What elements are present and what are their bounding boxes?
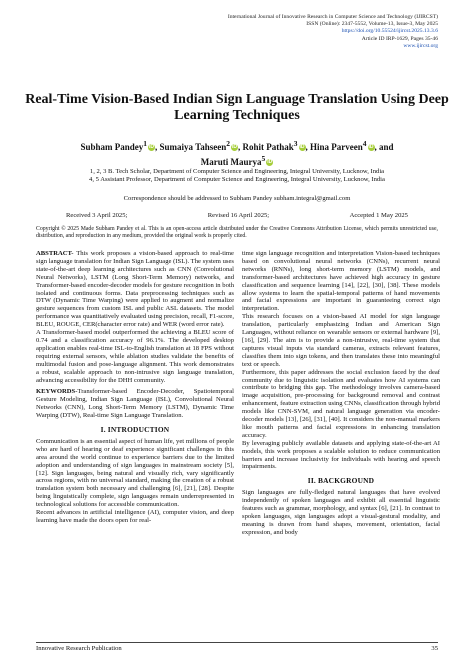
author-name: Rohit Pathak bbox=[242, 142, 294, 152]
article-id: Article ID IRP-1629, Pages 35-46 bbox=[361, 35, 438, 42]
left-column bbox=[36, 250, 234, 525]
body-paragraph: Furthermore, this paper addresses the social exclusion faced by the deaf community due to linguistic isolation and evaluates how AI systems can contribute to bridging this gap. The methodology involves camera-based image acquisition, pre-processing for background removal and contrast enhancement, feature extraction using CNNs, classification through hybrid models like CNN-SVM, and natural language generation via encoder-decoder models [13], [26], [31], [40]. It considers the non-manual markers like mouth patterns and facial expressions in enhancing translation accuracy. bbox=[242, 368, 440, 439]
accepted-date: Accepted 1 May 2025 bbox=[349, 212, 408, 219]
orcid-icon[interactable]: iD bbox=[267, 159, 273, 165]
article-dates bbox=[36, 212, 438, 219]
author-name: Sumaiya Tahseen bbox=[159, 142, 227, 152]
body-paragraph: This research focuses on a vision-based AI model for sign language translation, particularly emphasizing Indian and American Sign Languages, without reliance on wearable sensors or external hardware [9], [16], [29]. The aim is to provide a non-intrusive, real-time system that captures visual inputs via standard cameras, extracts relevant features, classifies them into sign tokens, and then translates these into meaningful text or speech. bbox=[242, 313, 440, 368]
revised-date: Revised 16 April 2025; bbox=[207, 212, 270, 219]
copyright-notice: Copyright © 2025 Made Subham Pandey et al. This is an open-access article distributed under the Creative Commons Attribution License, which permits unrestricted use, distribution, and reproduction in any medium, provided the original work is properly cited. bbox=[36, 226, 438, 239]
paper-title: Real-Time Vision-Based Indian Sign Language Translation Using Deep Learning Techniques bbox=[25, 92, 449, 123]
affiliation-2: 4, 5 Assistant Professor, Department of Computer Science and Engineering, Integral University, Lucknow, India bbox=[89, 176, 385, 184]
author-name: Subham Pandey bbox=[80, 142, 144, 152]
doi-link[interactable]: https://doi.org/10.55524/ijircst.2025.13.3.6 bbox=[341, 28, 438, 35]
orcid-icon[interactable]: iD bbox=[368, 144, 374, 150]
author-name: Maruti Maurya bbox=[200, 157, 262, 167]
page-footer bbox=[36, 642, 438, 652]
affiliation-1: 1, 2, 3 B. Tech Scholar, Department of Computer Science and Engineering, Integral University, Lucknow, India bbox=[89, 168, 385, 175]
orcid-icon[interactable]: iD bbox=[232, 144, 238, 150]
journal-name: International Journal of Innovative Research in Computer Science and Technology (IJIRCST) bbox=[227, 14, 438, 20]
keywords-label: KEYWORDS- bbox=[36, 388, 78, 396]
correspondence: Correspondence should be addressed to Subham Pandey subham.integral@gmail.com bbox=[123, 195, 351, 202]
journal-logo bbox=[36, 22, 80, 36]
orcid-icon[interactable]: iD bbox=[299, 144, 305, 150]
section-heading-background: II. BACKGROUND bbox=[307, 476, 375, 486]
website-link[interactable]: www.ijircst.org bbox=[403, 42, 438, 49]
publisher-name: Innovative Research Publication bbox=[36, 645, 122, 652]
abstract-paragraph-2: A Transformer-based model outperformed the achieving a BLEU score of 0.74 and a classification accuracy of 96.1%. The developed desktop application enables real-time ISL-to-English translation at 18 FPS without requiring external sensors, while ablation studies validate the benefits of multimodal fusion and pose-language alignment. This work demonstrates a robust, scalable approach to non-intrusive sign language translation, advancing accessibility for the DHH community. bbox=[36, 329, 234, 384]
abstract-label: ABSTRACT- bbox=[36, 250, 74, 257]
intro-paragraph: Communication is an essential aspect of human life, yet millions of people who are hard of hearing or deaf experience significant challenges in this area around the world continue to experience barriers due to the limited adoption and understanding of sign languages in mainstream society [5], [12]. Sign languages, being natural and visually rich, vary significantly across regions, with no universal standard, making the creation of a robust translation system both necessary and challenging [6], [21], [28]. Despite being linguistically complete, sign languages remain underrepresented in technological solutions for accessible communication. bbox=[36, 437, 234, 509]
section-heading-introduction: I. INTRODUCTION bbox=[100, 425, 170, 435]
received-date: Received 3 April 2025; bbox=[66, 212, 128, 219]
body-paragraph: By leveraging publicly available datasets and applying state-of-the-art AI models, this work proposes a scalable solution to reduce communication barriers and increase inclusivity for individuals with hearing and speech impairments. bbox=[242, 439, 440, 471]
orcid-icon[interactable]: iD bbox=[148, 144, 154, 150]
abstract-text: This work proposes a vision-based approach to real-time sign language translation for Indian Sign Language (ISL). The system uses state-of-the-art deep learning architectures such as CNN (Convolutional Neural Networks), LSTM (Long Short-Term Memory) networks, and Transformer-based encoder-decoder models for gesture recognition in both isolated and continuous forms. Data preprocessing techniques such as DTW (Dynamic Time Warping) were applied to augment and normalize gesture sequences from custom ISL and public ASL datasets. The model performance was quantitatively evaluated using precision, recall, F1-score, BLEU, ROUGE, CER(character error rate) and WER (word error rate). bbox=[36, 250, 234, 329]
keywords bbox=[36, 388, 234, 420]
body-paragraph: time sign language recognition and interpretation Vision-based techniques based on convolutional neural networks (CNNs), recurrent neural networks (RNNs), long short-term memory (LSTM) models, and transformer-based architectures have achieved high accuracy in gesture classification and sequence learning [14], [22], [30], [38]. These models allow systems to learn the spatial-temporal patterns of hand movements and facial expressions are important in guaranteeing correct sign interpretation. bbox=[242, 250, 440, 313]
author-name: Hina Parveen bbox=[310, 142, 363, 152]
affiliations bbox=[40, 168, 434, 185]
journal-header bbox=[138, 14, 438, 50]
intro-paragraph: Recent advances in artificial intelligence (AI), computer vision, and deep learning have made the doors open for real- bbox=[36, 509, 234, 524]
journal-issn: ISSN (Online): 2347-5552, Volume-13, Issue-3, May 2025 bbox=[306, 21, 438, 28]
right-column bbox=[242, 250, 440, 537]
author-list: Subham Pandey$^1$ iD, Sumaiya Tahseen$^2$ iD, Rohit Pathak$^3$ iD, Hina Parveen$^4$ iD, and Maruti Maurya$^5$ iD bbox=[80, 139, 394, 167]
keywords-text: Transformer-based Encoder-Decoder, Spatiotemporal Gesture Modeling, Indian Sign Language (ISL), Convolutional Neural Networks (CNN), Long Short-Term Memory (LSTM), Dynamic Time Warping (DTW), Real-time Sign Language Translation. bbox=[36, 388, 234, 420]
abstract bbox=[36, 250, 234, 329]
page-number: 35 bbox=[431, 645, 438, 652]
background-paragraph: Sign languages are fully-fledged natural languages that have evolved independently of spoken languages and exhibit all essential linguistic features such as grammar, morphology, and syntax [6], [21]. In contrast to spoken languages, sign languages adopt a visual-gestural modality, and meaning is drawn from hand shapes, movement, orientation, facial expression, and body bbox=[242, 489, 440, 536]
